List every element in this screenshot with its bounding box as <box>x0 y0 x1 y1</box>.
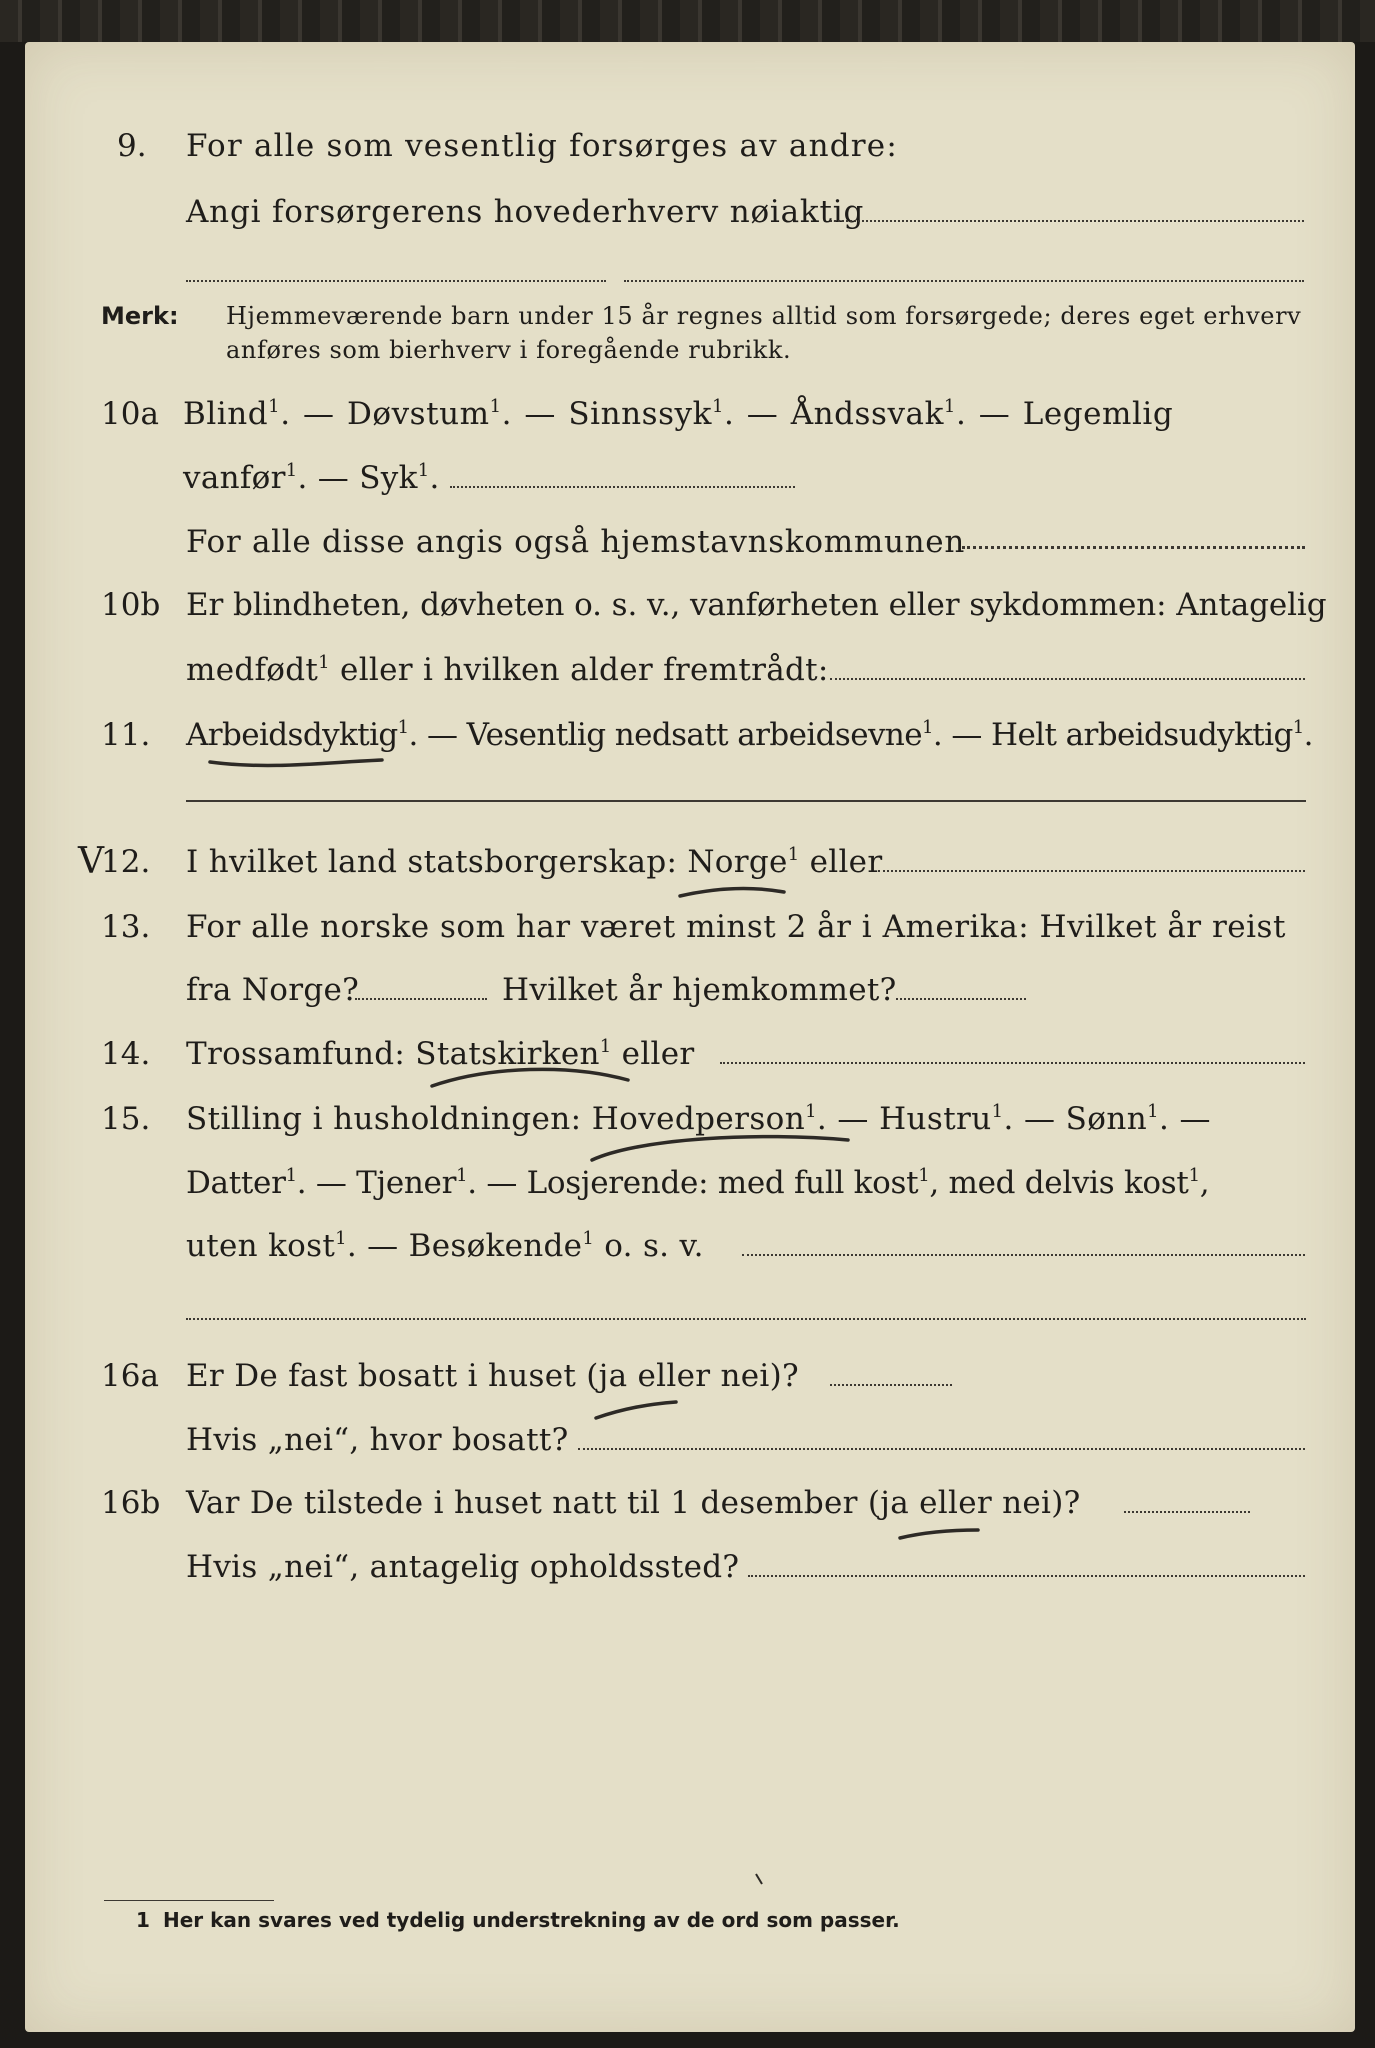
q10a-line3: For alle disse angis også hjemstavnskommunen <box>186 524 965 560</box>
underline-statskirken-icon <box>432 1069 628 1086</box>
merk-line1: Hjemmeværende barn under 15 år regnes alltid som forsørgede; deres eget erhverv <box>226 302 1302 330</box>
q12-line1: I hvilket land statsborgerskap: Norge$^1$ eller <box>186 844 883 880</box>
q9-line2: Angi forsørgerens hovederhverv nøiaktig <box>186 194 865 230</box>
q9-line1: For alle som vesentlig forsørges av andre: <box>186 128 898 164</box>
q16a-number: 16a <box>101 1358 159 1394</box>
footnote-marker: 1 <box>136 1908 150 1932</box>
footnote-text: Her kan svares ved tydelig understrekning av de ord som passer. <box>163 1908 900 1932</box>
q10a-number: 10a <box>101 396 159 432</box>
q15-line1: Stilling i husholdningen: Hovedperson$^1$. — Hustru$^1$. — Sønn$^1$. — <box>186 1101 1211 1137</box>
q14-line1: Trossamfund: Statskirken$^1$ eller <box>186 1036 695 1072</box>
underline-16a-icon <box>596 1402 676 1418</box>
q15-line2: Datter$^1$. — Tjener$^1$. — Losjerende: med full kost$^1$, med delvis kost$^1$, <box>186 1165 1210 1201</box>
q13-line2a: fra Norge? <box>186 972 360 1008</box>
underline-hovedperson-icon <box>592 1137 848 1160</box>
underline-norge-icon <box>680 889 784 896</box>
merk-line2: anføres som bierhverv i foregående rubrikk. <box>226 336 792 364</box>
q11-number: 11. <box>101 717 151 753</box>
q13-number: 13. <box>101 909 151 945</box>
q10b-number: 10b <box>101 587 161 623</box>
stray-mark-icon <box>756 1874 762 1884</box>
q12-number: 12. <box>101 844 151 880</box>
q16b-line1: Var De tilstede i huset natt til 1 desember (ja eller nei)? <box>186 1485 1081 1521</box>
merk-label: Merk: <box>101 302 179 330</box>
q10b-line2: medfødt$^1$ eller i hvilken alder fremtrådt: <box>186 652 829 688</box>
q15-line3: uten kost$^1$. — Besøkende$^1$ o. s. v. <box>186 1228 704 1264</box>
q15-number: 15. <box>101 1101 151 1137</box>
q9-number: 9. <box>117 128 147 164</box>
q12-handwritten-check-mark: V <box>78 841 104 882</box>
q13-line1: For alle norske som har været minst 2 år i Amerika: Hvilket år reist <box>186 909 1286 945</box>
q10a-line2: vanfør$^1$. — Syk$^1$. <box>183 460 440 496</box>
q16a-line2: Hvis „nei“, hvor bosatt? <box>186 1422 569 1458</box>
q13-line2b: Hvilket år hjemkommet? <box>502 972 897 1008</box>
q10b-line1: Er blindheten, døvheten o. s. v., vanførheten eller sykdommen: Antagelig <box>186 587 1327 623</box>
q16b-line2: Hvis „nei“, antagelig opholdssted? <box>186 1549 740 1585</box>
underline-arbeidsdyktig-icon <box>210 760 382 765</box>
q16a-line1: Er De fast bosatt i huset (ja eller nei)? <box>186 1358 799 1394</box>
q11-line1: Arbeidsdyktig$^1$. — Vesentlig nedsatt arbeidsevne$^1$. — Helt arbeidsudyktig$^1$. <box>186 717 1313 753</box>
q14-number: 14. <box>101 1036 151 1072</box>
q10a-line1: Blind$^1$. — Døvstum$^1$. — Sinnssyk$^1$. — Åndssvak$^1$. — Legemlig <box>183 396 1174 432</box>
underline-ja-icon <box>900 1530 978 1538</box>
q16b-number: 16b <box>101 1485 161 1521</box>
